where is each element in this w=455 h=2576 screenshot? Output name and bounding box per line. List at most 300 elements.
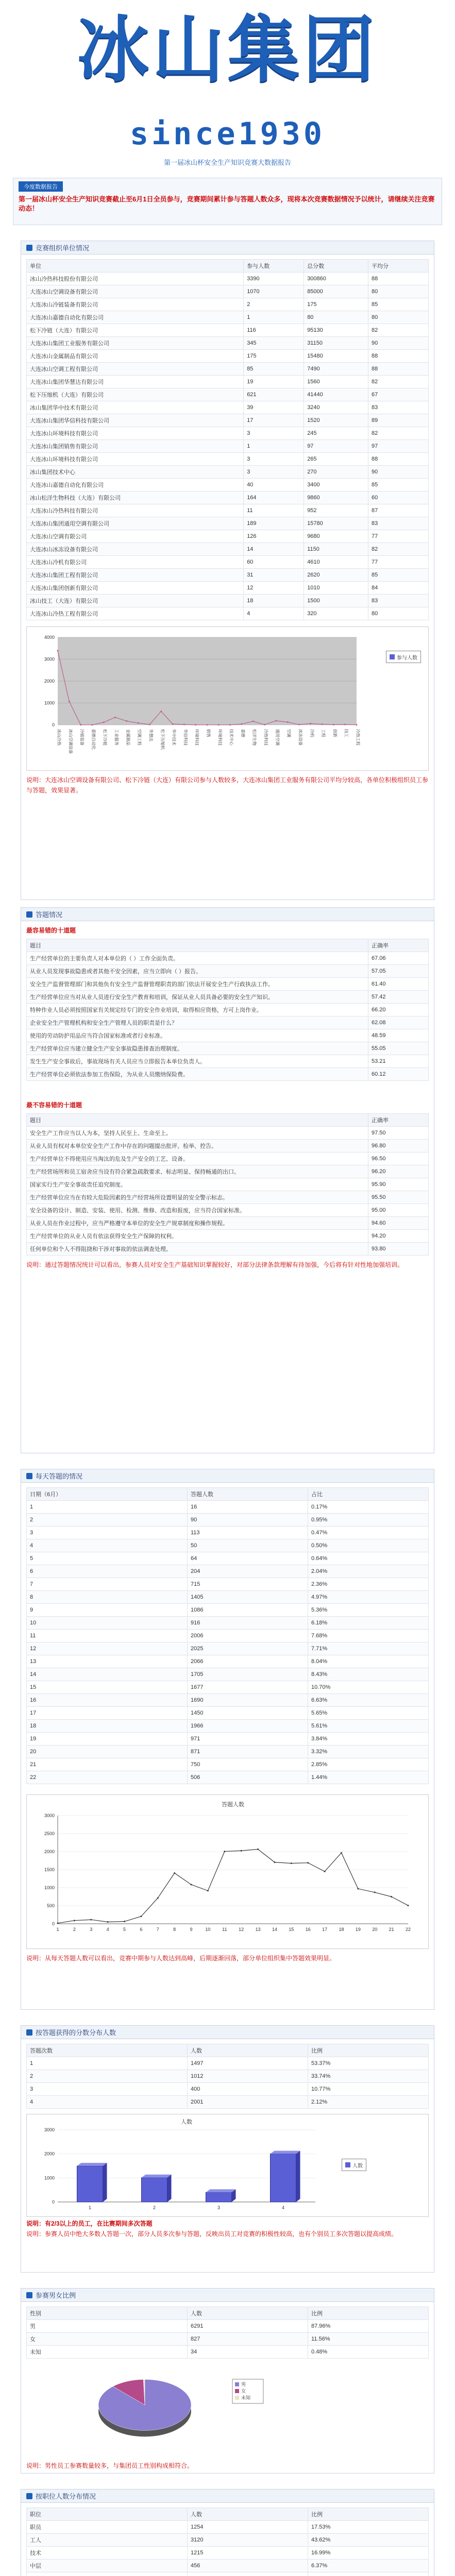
table-cell: 90 (368, 337, 428, 350)
table-cell: 715 (188, 1578, 308, 1591)
section-icon (26, 2029, 32, 2036)
table-row (27, 582, 429, 595)
table-row (27, 1745, 429, 1758)
table-cell: 1 (244, 311, 304, 324)
table-cell: 2025 (188, 1642, 308, 1655)
brand-since: since1930 (129, 116, 326, 152)
table-row (27, 427, 429, 440)
table-cell: 生产经营单位的从业人员有依法获得安全生产保障的权利。 (27, 1230, 368, 1243)
table-row (27, 285, 429, 298)
table-row (27, 1042, 429, 1055)
table-cell: 40 (244, 479, 304, 492)
col-header: 占比 (308, 1488, 429, 1501)
y-tick-label: 1500 (44, 1867, 55, 1872)
bar (142, 2178, 167, 2202)
table-cell: 96.20 (368, 1165, 429, 1178)
table-cell: 83 (368, 401, 428, 414)
table-cell: 职员 (27, 2521, 188, 2534)
table-row (27, 2547, 429, 2560)
table-row (27, 1604, 429, 1617)
section-note: 说明：男性员工参赛数量较多，与集团员工性别构成相符合。 (26, 2462, 194, 2469)
table-cell: 14 (244, 543, 304, 556)
table-cell: 88 (368, 363, 428, 376)
notice-tag: 今度数据报告 (19, 181, 63, 192)
col-header: 平均分 (368, 260, 428, 273)
table-row (27, 1029, 429, 1042)
table-cell: 大连冰山空调设备有限公司 (27, 285, 244, 298)
section-note: 说明：从每天答题人数可以看出，竞赛中期参与人数达到高峰，后期逐渐回落，部分单位组织集中答题效果明显。 (26, 1955, 336, 1962)
table-cell: 66.20 (368, 1004, 429, 1016)
table-row (27, 388, 429, 401)
data-point (374, 1892, 376, 1893)
x-tick-label: 3 (217, 2205, 221, 2210)
data-point (218, 724, 220, 725)
col-header: 性别 (27, 2307, 188, 2320)
x-tick-label: 10 (205, 1927, 211, 1932)
subtitle-easy: 最不容易错的十道题 (26, 1101, 82, 1109)
table-cell: 1705 (188, 1668, 308, 1681)
table-cell: 大连冰山冷热科技有限公司 (27, 504, 244, 517)
banner (0, 0, 455, 170)
table-cell: 97 (304, 440, 368, 453)
data-point (107, 1921, 109, 1923)
table-row (27, 1016, 429, 1029)
y-tick-label: 1000 (44, 700, 55, 706)
table-cell: 大连冰山集团华慧达有限公司 (27, 376, 244, 388)
table-cell: 19 (27, 1733, 188, 1745)
table-row (27, 991, 429, 1004)
table-cell: 3 (27, 2083, 188, 2096)
x-tick-label: 2 (73, 1927, 76, 1932)
table-cell: 女 (27, 2333, 188, 2346)
table-row (27, 1642, 429, 1655)
table-cell: 22 (27, 1771, 188, 1784)
table-row (27, 1191, 429, 1204)
table-cell: 8.04% (308, 1655, 429, 1668)
gender-table (26, 2307, 429, 2359)
table-cell: 生产经营单位应当对从业人员进行安全生产教育和培训，保证从业人员具备必要的安全生产知识。 (27, 991, 368, 1004)
table-cell: 1520 (304, 414, 368, 427)
table-cell: 971 (188, 1733, 308, 1745)
x-tick-label: 冷链装备 (79, 729, 85, 745)
table-row (27, 1720, 429, 1733)
table-cell: 2620 (304, 569, 368, 582)
table-row (27, 569, 429, 582)
table-cell: 14 (27, 1668, 188, 1681)
table-cell: 16 (27, 1694, 188, 1707)
y-tick-label: 2000 (44, 1849, 55, 1854)
data-point (160, 710, 162, 712)
table-cell: 8.43% (308, 1668, 429, 1681)
data-point (274, 1861, 275, 1863)
table-cell: 96.50 (368, 1153, 429, 1165)
section-icon (26, 245, 32, 251)
data-point (357, 1888, 359, 1890)
data-point (257, 1849, 259, 1850)
table-cell: 3.84% (308, 1733, 429, 1745)
table-cell: 4 (27, 1539, 188, 1552)
table-cell: 83 (368, 517, 428, 530)
x-tick-label: 20 (372, 1927, 378, 1932)
table-cell: 12 (244, 582, 304, 595)
data-point (80, 724, 81, 725)
table-row (27, 556, 429, 569)
x-tick-label: 冰冻设备 (298, 729, 303, 745)
table-cell: 大连冰山集团销售有限公司 (27, 440, 244, 453)
units-table (26, 259, 429, 620)
bar-top (142, 2175, 172, 2178)
table-cell: 53.21 (368, 1055, 429, 1068)
table-cell: 冰山集团华中技术有限公司 (27, 401, 244, 414)
y-tick-label: 0 (52, 722, 55, 727)
table-cell: 大连冰山空调有限公司 (27, 530, 244, 543)
table-cell: 77 (368, 530, 428, 543)
table-cell: 95.50 (368, 1191, 429, 1204)
table-cell: 大连冰山集团工业服务有限公司 (27, 337, 244, 350)
table-row (27, 324, 429, 337)
legend-label: 人数 (352, 2163, 363, 2169)
section-header (21, 2489, 434, 2503)
data-point (229, 724, 231, 725)
table-cell: 270 (304, 466, 368, 479)
x-tick-label: 环境科技 (194, 729, 199, 745)
table-cell: 大连冰山空调工程有限公司 (27, 363, 244, 376)
data-point (124, 1921, 125, 1922)
table-cell: 0.48% (308, 2346, 429, 2359)
units-chart-svg (27, 627, 429, 770)
x-tick-label: 冷机 (309, 729, 314, 737)
table-cell (188, 2572, 308, 2576)
col-header: 参与人数 (244, 260, 304, 273)
section-header (21, 1469, 434, 1483)
x-tick-label: 14 (272, 1927, 277, 1932)
table-cell: 1.44% (308, 1771, 429, 1784)
table-row (27, 965, 429, 978)
table-cell: 1405 (188, 1591, 308, 1604)
data-point (207, 1890, 209, 1891)
table-row (27, 1539, 429, 1552)
table-cell: 96.80 (368, 1140, 429, 1153)
table-cell: 9860 (304, 492, 368, 504)
table-cell: 88 (368, 453, 428, 466)
x-tick-label: 8 (173, 1927, 176, 1932)
table-cell: 6.37% (308, 2560, 429, 2572)
data-point (140, 1916, 142, 1917)
x-tick-label: 工业服务 (114, 729, 119, 745)
report-intro: 第一届冰山杯安全生产知识竞赛大数据报告 (163, 159, 291, 166)
table-cell: 85000 (304, 285, 368, 298)
data-point (174, 1872, 175, 1874)
table-row (27, 1204, 429, 1217)
table-cell: 从业人员有权对本单位安全生产工作中存在的问题提出批评、检举、控告。 (27, 1140, 368, 1153)
table-cell: 48.59 (368, 1029, 429, 1042)
data-point (91, 724, 93, 725)
table-row (27, 1681, 429, 1694)
table-row (27, 2572, 429, 2576)
legend-swatch (235, 2396, 239, 2400)
table-cell: 大连冰山嘉德自动化有限公司 (27, 479, 244, 492)
data-point (356, 724, 358, 725)
x-tick-label: 华慧达 (148, 729, 154, 741)
data-point (207, 724, 208, 725)
table-cell: 60 (368, 492, 428, 504)
attempts-bar-chart (26, 2114, 429, 2217)
table-cell: 320 (304, 607, 368, 620)
table-cell: 1012 (188, 2070, 308, 2083)
section-note: 说明：大连冰山空调设备有限公司、松下冷链（大连）有限公司参与人数较多，大连冰山集团工业服务有限公司平均分较高，各单位积极组织员工参与答题，效果显著。 (26, 776, 429, 794)
x-tick-label: 华中技术 (172, 729, 177, 745)
table-row (27, 1004, 429, 1016)
x-tick-label: 12 (239, 1927, 244, 1932)
table-cell: 安全生产监督管理部门和其他负有安全生产监督管理职责的部门依法开展安全生产行政执法工作。 (27, 978, 368, 991)
y-tick-label: 3000 (44, 656, 55, 662)
table-cell: 1215 (188, 2547, 308, 2560)
table-cell: 15 (27, 1681, 188, 1694)
col-header: 比例 (308, 2307, 429, 2320)
col-header: 单位 (27, 260, 244, 273)
y-tick-label: 2500 (44, 1831, 55, 1836)
table-cell: 95130 (304, 324, 368, 337)
table-cell: 6291 (188, 2320, 308, 2333)
table-cell: 50 (188, 1539, 308, 1552)
table-cell: 85 (368, 298, 428, 311)
table-cell: 3120 (188, 2534, 308, 2547)
x-tick-label: 13 (255, 1927, 261, 1932)
section-title: 答题情况 (36, 911, 63, 919)
table-cell: 2 (27, 1514, 188, 1527)
table-cell: 21 (27, 1758, 188, 1771)
table-cell: 88 (368, 350, 428, 363)
table-cell: 456 (188, 2560, 308, 2572)
section-title: 竞赛组织单位情况 (36, 244, 90, 252)
bar (77, 2166, 103, 2202)
section-title: 参赛男女比例 (36, 2292, 76, 2299)
table-cell: 中层 (27, 2560, 188, 2572)
easy-questions-table (26, 1113, 429, 1256)
data-point (157, 1897, 159, 1899)
bar (206, 2192, 232, 2202)
table-row (27, 2320, 429, 2333)
table-cell: 5 (27, 1552, 188, 1565)
data-point (333, 724, 334, 725)
attempts-subtitle: 说明：有2/3以上的员工，在比赛期间多次答题 (26, 2220, 153, 2227)
table-cell: 11.56% (308, 2333, 429, 2346)
table-cell: 5.61% (308, 1720, 429, 1733)
table-row (27, 1694, 429, 1707)
y-tick-label: 0 (52, 1921, 55, 1926)
table-cell: 87 (368, 504, 428, 517)
table-cell: 1450 (188, 1707, 308, 1720)
bar-side (296, 2151, 300, 2202)
x-tick-label: 4 (106, 1927, 109, 1932)
table-row (27, 2057, 429, 2070)
data-point (307, 1862, 309, 1863)
table-cell: 1497 (188, 2057, 308, 2070)
x-tick-label: 华信科技 (183, 729, 188, 745)
table-row (27, 595, 429, 607)
col-header: 答题人数 (188, 1488, 308, 1501)
table-cell: 265 (304, 453, 368, 466)
table-cell: 175 (304, 298, 368, 311)
table-cell: 80 (304, 311, 368, 324)
data-point (322, 723, 323, 725)
table-row (27, 2560, 429, 2572)
y-tick-label: 3000 (44, 2127, 55, 2132)
bar-top (206, 2189, 236, 2192)
section-icon (26, 2292, 32, 2298)
table-cell: 57.05 (368, 965, 429, 978)
table-cell: 3240 (304, 401, 368, 414)
data-point (264, 724, 265, 725)
table-cell: 大连冰山环境科技有限公司 (27, 453, 244, 466)
table-cell: 6.63% (308, 1694, 429, 1707)
bar (271, 2154, 296, 2202)
data-point (195, 724, 196, 725)
table-cell: 冰山技工（大连）有限公司 (27, 595, 244, 607)
table-cell: 5.36% (308, 1604, 429, 1617)
table-cell: 871 (188, 1745, 308, 1758)
x-tick-label: 11 (222, 1927, 227, 1932)
table-row (27, 1552, 429, 1565)
table-row (27, 1055, 429, 1068)
table-cell: 57.42 (368, 991, 429, 1004)
table-cell: 技术 (27, 2547, 188, 2560)
table-row (27, 517, 429, 530)
table-cell: 1 (244, 440, 304, 453)
table-cell: 97 (368, 440, 428, 453)
table-row (27, 1758, 429, 1771)
x-tick-label: 金属制品 (125, 729, 130, 745)
table-cell: 大连冰山冷链装备有限公司 (27, 298, 244, 311)
table-cell: 11 (244, 504, 304, 517)
table-cell: 2001 (188, 2096, 308, 2109)
table-cell: 1677 (188, 1681, 308, 1694)
table-cell: 82 (368, 427, 428, 440)
bar-side (167, 2175, 172, 2202)
table-row (27, 1591, 429, 1604)
table-cell: 6.18% (308, 1617, 429, 1630)
table-cell: 3.32% (308, 1745, 429, 1758)
table-row (27, 2521, 429, 2534)
table-cell: 冰山冷热科技股份有限公司 (27, 273, 244, 285)
table-cell: 9 (27, 1604, 188, 1617)
table-cell: 116 (244, 324, 304, 337)
section-title: 每天答题的情况 (36, 1472, 83, 1480)
x-tick-label: 冰山空调设备 (68, 729, 73, 754)
table-cell: 1070 (244, 285, 304, 298)
table-row (27, 2083, 429, 2096)
table-cell: 冰山松洋生物科技（大连）有限公司 (27, 492, 244, 504)
table-cell: 松下压缩机（大连）有限公司 (27, 388, 244, 401)
table-cell: 大连冰山集团创新有限公司 (27, 582, 244, 595)
table-row (27, 363, 429, 376)
table-cell: 34 (188, 2346, 308, 2359)
gender-chart-svg (26, 2364, 429, 2456)
col-header: 正确率 (368, 1114, 429, 1127)
table-cell: 从业人员在作业过程中，应当严格遵守本单位的安全生产规章制度和操作规程。 (27, 1217, 368, 1230)
table-cell: 4.97% (308, 1591, 429, 1604)
table-cell: 1690 (188, 1694, 308, 1707)
table-cell: 82 (368, 376, 428, 388)
table-row (27, 311, 429, 324)
y-tick-label: 1000 (44, 2175, 55, 2181)
table-row (27, 1617, 429, 1630)
table-row (27, 1527, 429, 1539)
x-tick-label: 4 (281, 2205, 285, 2210)
table-cell: 冰山集团技术中心 (27, 466, 244, 479)
table-cell: 2066 (188, 1655, 308, 1668)
table-row (27, 1707, 429, 1720)
table-row (27, 1630, 429, 1642)
data-point (408, 1905, 409, 1906)
table-cell: 8 (27, 1591, 188, 1604)
table-cell: 2.12% (308, 2096, 429, 2109)
table-cell: 164 (244, 492, 304, 504)
table-cell: 7 (27, 1578, 188, 1591)
table-cell: 2.36% (308, 1578, 429, 1591)
table-cell: 39 (244, 401, 304, 414)
x-tick-label: 6 (140, 1927, 143, 1932)
table-cell: 4 (27, 2096, 188, 2109)
table-cell: 大连冰山集团工程有限公司 (27, 569, 244, 582)
table-row (27, 273, 429, 285)
table-cell: 1254 (188, 2521, 308, 2534)
table-cell: 大连冰山冰冻设备有限公司 (27, 543, 244, 556)
chart-title: 答题人数 (222, 1802, 244, 1808)
table-row (27, 1501, 429, 1514)
table-row (27, 952, 429, 965)
table-cell: 大连冰山集团通用空调有限公司 (27, 517, 244, 530)
table-cell: 300860 (304, 273, 368, 285)
table-row (27, 414, 429, 427)
table-row (27, 2096, 429, 2109)
col-header: 比例 (308, 2508, 429, 2521)
table-cell: 204 (188, 1565, 308, 1578)
daily-line-chart (26, 1794, 429, 1949)
y-tick-label: 2000 (44, 2151, 55, 2157)
table-cell: 生产经营场所和员工宿舍应当设有符合紧急疏散要求、标志明显、保持畅通的出口。 (27, 1165, 368, 1178)
x-tick-label: 18 (339, 1927, 344, 1932)
col-header: 人数 (188, 2307, 308, 2320)
x-tick-label: 3 (90, 1927, 93, 1932)
table-cell: 15780 (304, 517, 368, 530)
data-point (103, 722, 105, 723)
table-cell: 93.80 (368, 1243, 429, 1256)
table-row (27, 1668, 429, 1681)
table-cell: 7.71% (308, 1642, 429, 1655)
table-cell: 61.40 (368, 978, 429, 991)
table-cell: 1500 (304, 595, 368, 607)
data-point (57, 650, 59, 651)
table-cell: 67 (368, 388, 428, 401)
table-cell (308, 2572, 429, 2576)
table-cell: 安全设备的设计、制造、安装、使用、检测、维修、改造和报废，应当符合国家标准。 (27, 1204, 368, 1217)
data-point (341, 1852, 342, 1854)
table-cell: 特种作业人员必须按照国家有关规定经专门的安全作业培训，取得相应资格，方可上岗作业。 (27, 1004, 368, 1016)
x-tick-label: 松洋生物 (252, 729, 257, 745)
table-row (27, 466, 429, 479)
legend-label: 未知 (241, 2395, 251, 2400)
table-row (27, 1153, 429, 1165)
table-row (27, 1127, 429, 1140)
legend-swatch (235, 2382, 239, 2386)
section-title: 按答题获得的分数分布人数 (36, 2029, 116, 2037)
data-point (114, 717, 116, 718)
table-cell: 64 (188, 1552, 308, 1565)
legend-label: 参与人数 (397, 655, 417, 661)
table-cell: 1150 (304, 543, 368, 556)
section-units (21, 241, 434, 900)
